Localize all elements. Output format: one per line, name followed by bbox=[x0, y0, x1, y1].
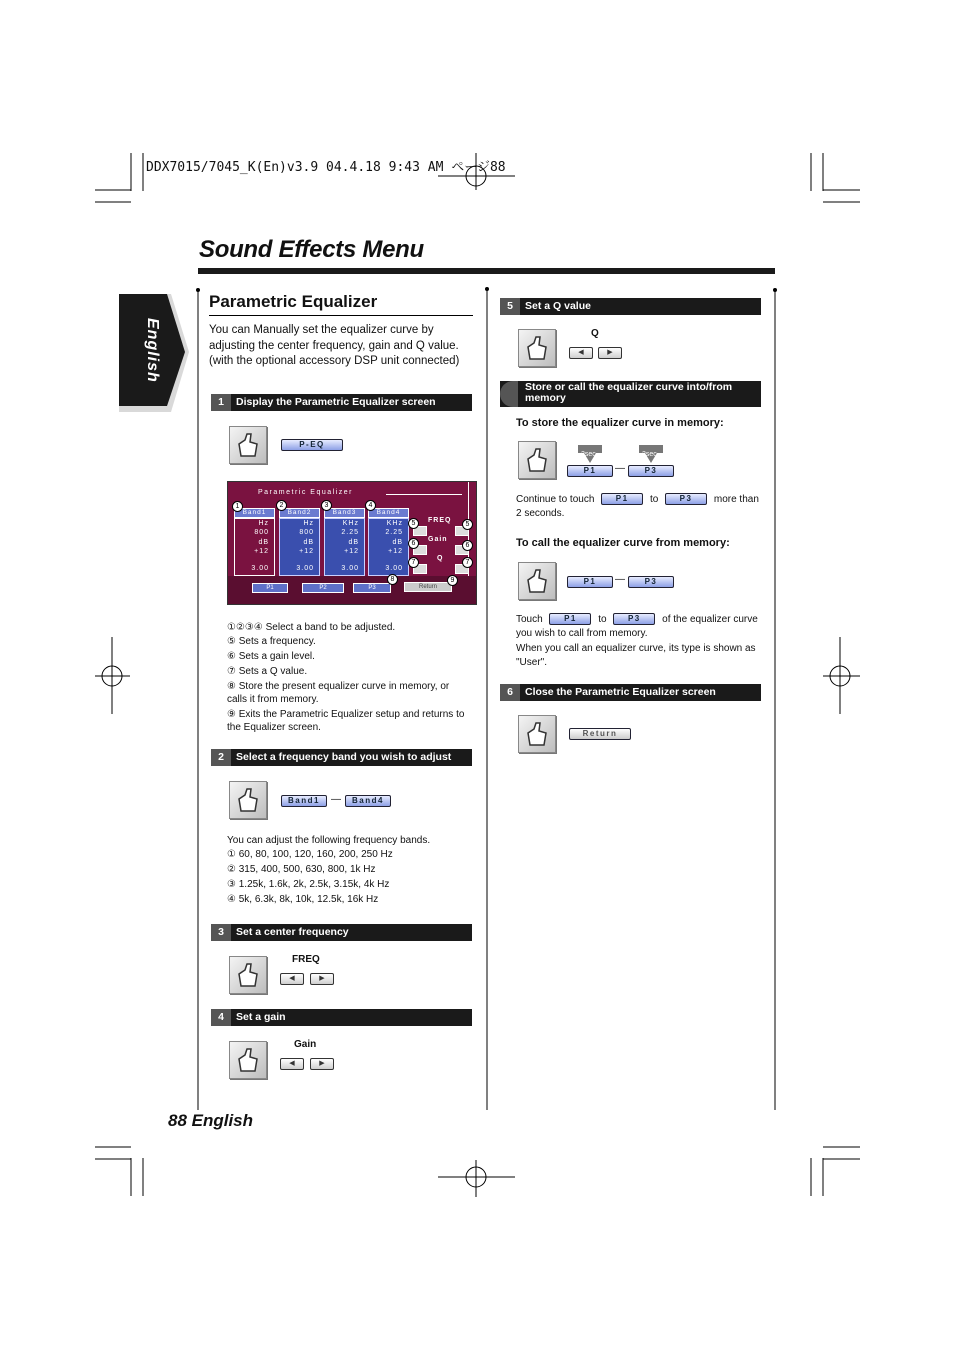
callout-7a: 7 bbox=[408, 557, 419, 568]
p3-inline-button[interactable]: P3 bbox=[613, 613, 655, 625]
band2-freq: 800 bbox=[299, 529, 314, 536]
band-range-item: ③ 1.25k, 1.6k, 2k, 2.5k, 3.15k, 4k Hz bbox=[227, 879, 390, 890]
continue-text bbox=[516, 493, 761, 521]
callout-5a: 5 bbox=[408, 518, 419, 529]
section-title: Parametric Equalizer bbox=[209, 292, 378, 311]
touch-hand-icon bbox=[518, 715, 556, 753]
bands-intro: You can adjust the following frequency bands. bbox=[227, 835, 431, 846]
title-rule bbox=[198, 268, 775, 274]
band4-gain: +12 bbox=[388, 548, 403, 555]
band1-unit: Hz bbox=[258, 520, 269, 527]
side-tab-label: English bbox=[144, 318, 161, 383]
left-arrow-button[interactable]: ◀ bbox=[280, 1058, 304, 1070]
band2-unit: Hz bbox=[303, 520, 314, 527]
continue-post: more than 2 seconds. bbox=[516, 494, 759, 519]
p1-inline-button[interactable]: P1 bbox=[601, 493, 643, 505]
range-dash: — bbox=[615, 574, 625, 585]
step-2-bar bbox=[211, 749, 472, 766]
step-number: 5 bbox=[500, 298, 520, 315]
step-label: Store or call the equalizer curve into/from memory bbox=[525, 381, 733, 404]
step-number: 4 bbox=[211, 1009, 231, 1026]
preset-p2-button[interactable]: P2 bbox=[302, 583, 344, 593]
step-label: Set a gain bbox=[236, 1011, 286, 1023]
band3-unit: KHz bbox=[342, 520, 359, 527]
store-call-bar bbox=[500, 381, 761, 407]
note-item: ⑧ Store the present equalizer curve in memory, or calls it from memory. bbox=[227, 681, 450, 705]
note-item: ①②③④ Select a band to be adjusted. bbox=[227, 622, 396, 633]
touch-hand-icon bbox=[229, 426, 267, 464]
print-header: DDX7015/7045_K(En)v3.9 04.4.18 9:43 AM ページ88 bbox=[146, 160, 506, 175]
step-3-bar bbox=[211, 924, 472, 941]
step-number: 6 bbox=[500, 684, 520, 701]
parametric-equalizer-screen bbox=[227, 481, 477, 605]
band2-db: dB bbox=[303, 539, 314, 546]
touch-hand-icon bbox=[518, 441, 556, 479]
callout-7b: 7 bbox=[462, 557, 473, 568]
note-item: ⑨ Exits the Parametric Equalizer setup and returns to the Equalizer screen. bbox=[227, 709, 465, 733]
range-dash: — bbox=[331, 794, 341, 805]
band1-db: dB bbox=[258, 539, 269, 546]
callout-3: 3 bbox=[321, 500, 332, 511]
band-range-item: ② 315, 400, 500, 630, 800, 1k Hz bbox=[227, 864, 376, 875]
band1-button-ref[interactable]: Band1 bbox=[281, 795, 327, 807]
touch-text bbox=[516, 613, 761, 641]
step-number: 3 bbox=[211, 924, 231, 941]
step-label: Display the Parametric Equalizer screen bbox=[236, 396, 436, 408]
band3-freq: 2.25 bbox=[341, 529, 359, 536]
step-number: 2 bbox=[211, 749, 231, 766]
gain-label: Gain bbox=[428, 536, 448, 543]
step-1-bar bbox=[211, 394, 472, 411]
p3-button[interactable]: P3 bbox=[628, 465, 674, 477]
step-label: Select a frequency band you wish to adjust bbox=[236, 751, 452, 763]
band3-gain: +12 bbox=[344, 548, 359, 555]
callout-9: 9 bbox=[447, 575, 458, 586]
band4-db: dB bbox=[392, 539, 403, 546]
q-label: Q bbox=[437, 555, 444, 562]
callout-5b: 5 bbox=[462, 519, 473, 530]
band1-q: 3.00 bbox=[251, 565, 269, 572]
band1-button[interactable]: Band1 bbox=[234, 508, 275, 518]
continue-pre: Continue to touch bbox=[516, 494, 595, 505]
intro-text: You can Manually set the equalizer curve by adjusting the center frequency, gain and Q value. (with the optional accessory DSP unit connected) bbox=[209, 324, 460, 367]
note-item: ⑤ Sets a frequency. bbox=[227, 636, 316, 647]
band4-button-ref[interactable]: Band4 bbox=[345, 795, 391, 807]
callout-6a: 6 bbox=[408, 538, 419, 549]
touch-hand-icon bbox=[518, 329, 556, 367]
language-side-tab bbox=[119, 294, 189, 412]
freq-label: FREQ bbox=[428, 517, 452, 524]
band-range-item: ④ 5k, 6.3k, 8k, 10k, 12.5k, 16k Hz bbox=[227, 894, 379, 905]
callout-8: 8 bbox=[387, 574, 398, 585]
return-button[interactable]: Return bbox=[404, 582, 452, 592]
user-note: When you call an equalizer curve, its type is shown as "User". bbox=[516, 643, 756, 668]
step-4-bar bbox=[211, 1009, 472, 1026]
step-bullet bbox=[500, 381, 518, 407]
page-title: Sound Effects Menu bbox=[199, 236, 424, 263]
p1-button[interactable]: P1 bbox=[567, 465, 613, 477]
note-item: ⑦ Sets a Q value. bbox=[227, 666, 308, 677]
touch-post: of the equalizer curve you wish to call from memory. bbox=[516, 614, 758, 639]
screen-title: Parametric Equalizer bbox=[258, 489, 353, 496]
section-rule bbox=[209, 315, 473, 316]
continue-to: to bbox=[649, 494, 659, 505]
hold-arrow-icon bbox=[578, 445, 602, 463]
store-heading: To store the equalizer curve in memory: bbox=[516, 417, 724, 429]
touch-pre: Touch bbox=[516, 614, 543, 625]
touch-hand-icon bbox=[229, 1041, 267, 1079]
range-dash: — bbox=[615, 463, 625, 474]
preset-p1-button[interactable]: P1 bbox=[252, 583, 288, 593]
step-6-bar bbox=[500, 684, 761, 701]
p-eq-button[interactable]: P-EQ bbox=[281, 439, 343, 451]
band2-gain: +12 bbox=[299, 548, 314, 555]
step-5-bar bbox=[500, 298, 761, 315]
touch-hand-icon bbox=[229, 956, 267, 994]
band3-q: 3.00 bbox=[341, 565, 359, 572]
step-label: Set a center frequency bbox=[236, 926, 349, 938]
p1-inline-button[interactable]: P1 bbox=[549, 613, 591, 625]
callout-6b: 6 bbox=[462, 540, 473, 551]
p3-inline-button[interactable]: P3 bbox=[665, 493, 707, 505]
call-heading: To call the equalizer curve from memory: bbox=[516, 537, 730, 549]
band4-q: 3.00 bbox=[385, 565, 403, 572]
callout-1: 1 bbox=[232, 501, 243, 512]
band2-values bbox=[279, 518, 320, 576]
q-caption: Q bbox=[591, 328, 599, 339]
p3-button[interactable]: P3 bbox=[628, 576, 674, 588]
band3-button[interactable]: Band3 bbox=[324, 508, 365, 518]
callout-4: 4 bbox=[365, 500, 376, 511]
touch-hand-icon bbox=[518, 562, 556, 600]
step-number: 1 bbox=[211, 394, 231, 411]
right-arrow-button[interactable]: ▶ bbox=[598, 347, 622, 359]
band3-db: dB bbox=[348, 539, 359, 546]
step-label: Set a Q value bbox=[525, 300, 591, 312]
freq-caption: FREQ bbox=[292, 954, 320, 965]
band4-freq: 2.25 bbox=[385, 529, 403, 536]
right-arrow-button[interactable]: ▶ bbox=[310, 973, 334, 985]
right-arrow-button[interactable]: ▶ bbox=[310, 1058, 334, 1070]
return-button[interactable]: Return bbox=[569, 728, 631, 740]
band2-q: 3.00 bbox=[296, 565, 314, 572]
touch-to: to bbox=[598, 614, 607, 625]
band1-freq: 800 bbox=[254, 529, 269, 536]
band1-gain: +12 bbox=[254, 548, 269, 555]
step-label: Close the Parametric Equalizer screen bbox=[525, 686, 716, 698]
preset-p3-button[interactable]: P3 bbox=[353, 583, 391, 593]
band-range-item: ① 60, 80, 100, 120, 160, 200, 250 Hz bbox=[227, 849, 393, 860]
callout-2: 2 bbox=[276, 500, 287, 511]
p1-button[interactable]: P1 bbox=[567, 576, 613, 588]
hold-duration: 2sec bbox=[642, 451, 657, 458]
left-arrow-button[interactable]: ◀ bbox=[569, 347, 593, 359]
band4-unit: KHz bbox=[386, 520, 403, 527]
page-footer: 88 English bbox=[168, 1111, 254, 1130]
hold-duration: 2sec bbox=[581, 451, 596, 458]
note-item: ⑥ Sets a gain level. bbox=[227, 651, 315, 662]
band1-values bbox=[234, 518, 275, 576]
band2-button[interactable]: Band2 bbox=[279, 508, 320, 518]
band4-button[interactable]: Band4 bbox=[368, 508, 409, 518]
band4-values bbox=[368, 518, 409, 576]
gain-caption: Gain bbox=[294, 1039, 317, 1050]
touch-hand-icon bbox=[229, 781, 267, 819]
left-arrow-button[interactable]: ◀ bbox=[280, 973, 304, 985]
hold-arrow-icon bbox=[639, 445, 663, 463]
band3-values bbox=[324, 518, 365, 576]
